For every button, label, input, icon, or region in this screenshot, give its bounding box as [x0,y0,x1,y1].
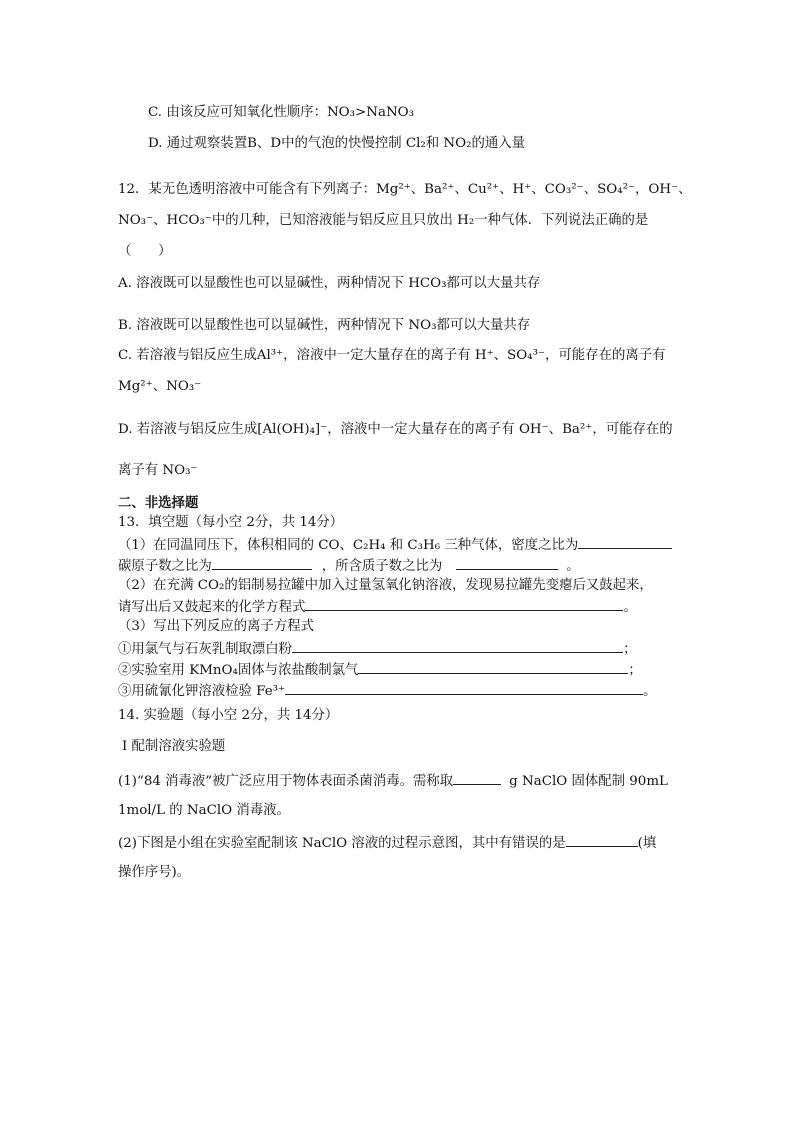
part1-end: 。 [566,559,580,574]
eq1-blank[interactable] [292,639,623,653]
q12-option-c-line1: C. 若溶液与铝反应生成Al³⁺，溶液中一定大量存在的离子有 H⁺、SO₄³⁻，可能存在的离子有 [118,348,666,363]
proton-ratio-blank[interactable] [456,556,558,570]
q13-part2-line2 [118,597,637,617]
mass-blank[interactable] [453,771,501,785]
q14-part2-text: (2)下图是小组在实验室配制该 NaClO 溶液的过程示意图，其中有错误的是 [118,836,566,851]
eq1-label: ①用氯气与石灰乳制取漂白粉 [118,642,293,657]
eq3-label: ③用硫氰化钾溶液检验 Fe³⁺ [118,684,286,699]
q13-eq3 [118,681,656,701]
q14-part1-unit: g NaClO 固体配制 90mL [509,774,668,789]
q14-part1-line1 [118,771,668,791]
q14-part2-fill: (填 [637,836,657,851]
q11-option-d: D. 通过观察装置B、D中的气泡的快慢控制 Cl₂和 NO₂的通入量 [148,136,526,151]
q14-subsection: Ⅰ 配制溶液实验题 [122,739,226,754]
q14-part2-line2: 操作序号)。 [118,865,191,880]
q12-option-d-line1: D. 若溶液与铝反应生成[Al(OH)₄]⁻，溶液中一定大量存在的离子有 OH⁻、Ba²⁺，可能存在的 [118,422,673,437]
eq1-end: ； [623,642,637,657]
q12-stem-line1: 12．某无色透明溶液中可能含有下列离子：Mg²⁺、Ba²⁺、Cu²⁺、H⁺、CO₃²⁻、SO₄²⁻，OH⁻、 [118,182,692,197]
q12-stem-line3: （ ） [118,244,172,259]
q13-eq2 [118,660,642,680]
q13-part3: （3）写出下列反应的离子方程式 [118,619,314,634]
q14-part1-line2: 1mol/L 的 NaClO 消毒液。 [118,803,290,818]
eq3-end: 。 [643,684,657,699]
section-heading: 二、非选择题 [118,495,199,511]
eq2-label: ②实验室用 KMnO₄固体与浓盐酸制氯气 [118,663,359,678]
q12-stem-line2: NO₃⁻、HCO₃⁻中的几种，已知溶液能与铝反应且只放出 H₂一种气体．下列说法正确的是 [118,213,649,228]
error-step-blank[interactable] [566,833,638,847]
q13-part1-line2 [118,556,580,576]
part2-end: 。 [623,600,637,615]
eq3-blank[interactable] [285,681,643,695]
q12-option-c-line2: Mg²⁺、NO₃⁻ [118,379,202,394]
eq2-blank[interactable] [358,660,628,674]
q13-part2-line1: （2）在充满 CO₂的铝制易拉罐中加入过量氢氧化钠溶液，发现易拉罐先变瘪后又鼓起来， [118,578,653,593]
q13-title: 13．填空题（每小空 2分，共 14分） [118,515,344,530]
q14-title: 14. 实验题（每小空 2分，共 14分） [118,708,339,723]
q12-option-a: A. 溶液既可以显酸性也可以显碱性，两种情况下 HCO₃都可以大量共存 [118,276,541,291]
carbon-ratio-blank[interactable] [212,556,312,570]
density-ratio-blank[interactable] [578,535,672,549]
eq2-end: ； [628,663,642,678]
q13-part1-line1 [118,535,672,555]
q13-eq1 [118,639,636,659]
q14-part1-text: (1)“84 消毒液”被广泛应用于物体表面杀菌消毒。需称取 [118,774,454,789]
q11-option-c: C. 由该反应可知氧化性顺序：NO₃>NaNO₃ [148,105,415,120]
q12-option-d-line2: 离子有 NO₃⁻ [118,463,198,478]
q14-part2-line1 [118,833,656,853]
q12-option-b: B. 溶液既可以显酸性也可以显碱性，两种情况下 NO₃都可以大量共存 [118,318,531,333]
part2-prompt: 请写出后又鼓起来的化学方程式 [118,600,306,615]
equation-blank[interactable] [305,597,623,611]
carbon-ratio-label: 碳原子数之比为 [118,559,212,574]
q13-part1-text: （1）在同温同压下，体积相同的 CO、C₂H₄ 和 C₃H₆ 三种气体，密度之比为 [118,538,579,553]
proton-ratio-label: ，所含质子数之比为 [321,559,443,574]
